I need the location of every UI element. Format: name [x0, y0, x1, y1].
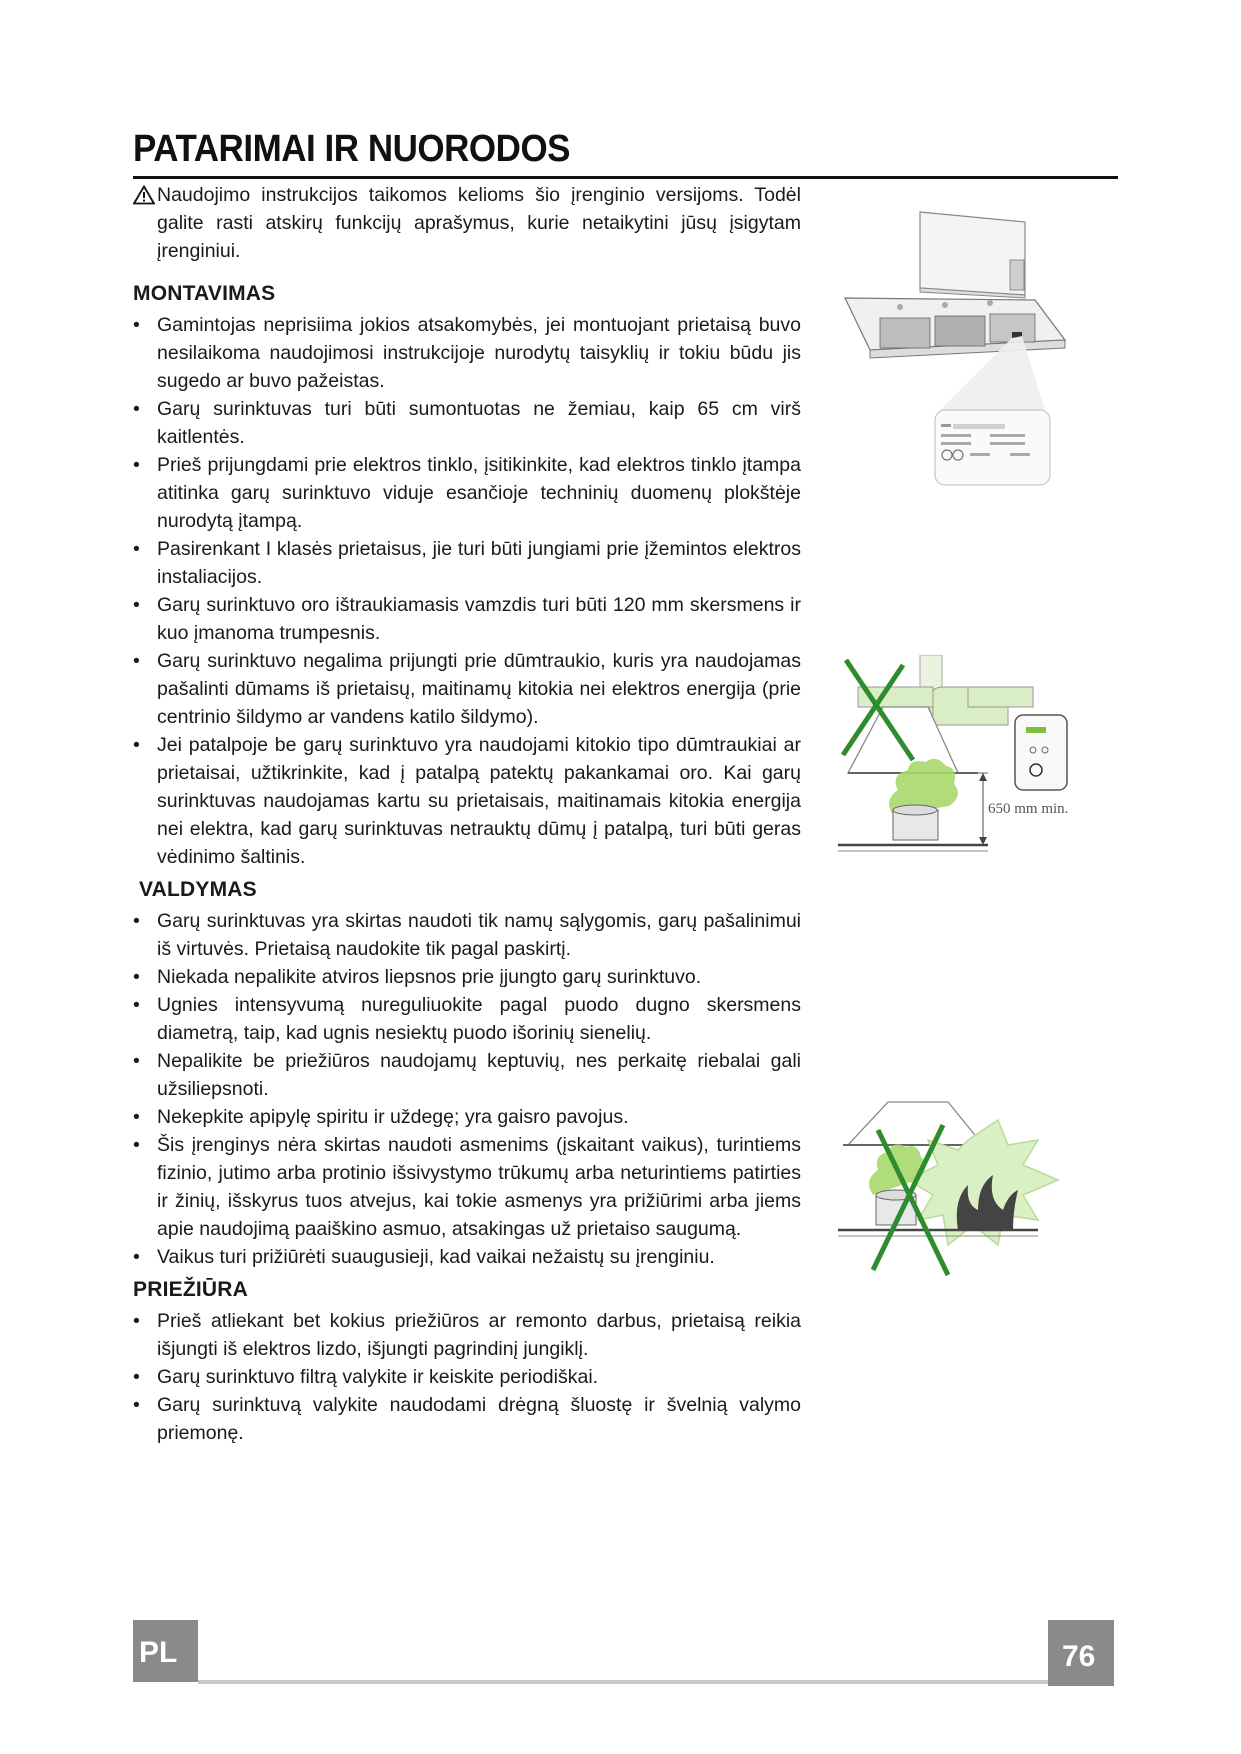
bullet: • — [133, 1106, 140, 1128]
intro-text: Naudojimo instrukcijos taikomos kelioms šio įrenginio versijoms. Todėl galite rasti atskirų funkcijų aprašymus, kurie netaikytini jūsų įsigytam įrenginiui. — [157, 184, 801, 262]
bullet: • — [133, 538, 140, 560]
list-item: • Garų surinktuvas turi būti sumontuotas ne žemiau, kaip 65 cm virš kaitlentės. — [133, 395, 801, 451]
language-badge — [133, 1620, 198, 1682]
bullet: • — [133, 994, 140, 1016]
list-item: • Garų surinktuvo oro ištraukiamasis vamzdis turi būti 120 mm skersmens ir kuo įmanoma trumpesnis. — [133, 591, 801, 647]
content-column — [133, 181, 801, 1447]
flame-warning-illustration — [838, 1100, 1068, 1290]
section-heading-valdymas: VALDYMAS — [139, 878, 257, 901]
list-item: • Gamintojas neprisiima jokios atsakomybės, jei montuojant prietaisą buvo nesilaikoma naudojimosi instrukcijoje nurodytų taisyklių ir tokiu būdu jis sugedo ar buvo pažeistas. — [133, 311, 801, 395]
list-item: • Nekepkite apipylę spiritu ir uždegę; yra gaisro pavojus. — [133, 1103, 801, 1131]
bullet: • — [133, 966, 140, 988]
list-valdymas — [133, 907, 801, 1271]
intro-note — [133, 181, 801, 265]
bullet: • — [133, 398, 140, 420]
bullet: • — [133, 1310, 140, 1332]
section-heading-prieziura: PRIEŽIŪRA — [133, 1278, 248, 1301]
list-item: • Šis įrenginys nėra skirtas naudoti asmenims (įskaitant vaikus), turintiems fizinio, jutimo arba protinio išsivystymo trūkumų arba neturintiems patirties ir žinių, išskyrus tuos atvejus, kai tokie asmenys yra prižiūrimi arba jiems apie naudojimą paaiškino asmuo, atsakingas už prietaiso saugumą. — [133, 1131, 801, 1243]
page-number-badge — [1048, 1620, 1114, 1686]
list-item: • Garų surinktuvą valykite naudodami drėgną šluostę ir švelnią valymo priemonę. — [133, 1391, 801, 1447]
hood-rating-plate-illustration — [840, 210, 1070, 490]
title-rule — [133, 176, 1118, 179]
page-title: PATARIMAI IR NUORODOS — [133, 128, 571, 170]
bullet: • — [133, 594, 140, 616]
list-prieziura — [133, 1307, 801, 1447]
bullet: • — [133, 1134, 140, 1156]
page-number: 76 — [1062, 1640, 1096, 1673]
footer-rule — [198, 1680, 1050, 1684]
list-item: • Garų surinktuvas yra skirtas naudoti tik namų sąlygomis, garų pašalinimui iš virtuvės. Prietaisą naudokite tik pagal paskirtį. — [133, 907, 801, 963]
bullet: • — [133, 1366, 140, 1388]
bullet: • — [133, 650, 140, 672]
bullet: • — [133, 910, 140, 932]
chimney-warning-illustration — [838, 655, 1068, 915]
language-label: PL — [139, 1636, 178, 1669]
list-item: • Nepalikite be priežiūros naudojamų keptuvių, nes perkaitę riebalai gali užsiliepsnoti. — [133, 1047, 801, 1103]
min-height-label: 650 mm min. — [988, 801, 1068, 817]
list-item: • Niekada nepalikite atviros liepsnos prie įjungto garų surinktuvo. — [133, 963, 801, 991]
warning-icon — [133, 185, 155, 205]
list-item: • Garų surinktuvo filtrą valykite ir keiskite periodiškai. — [133, 1363, 801, 1391]
list-item: • Prieš atliekant bet kokius priežiūros ar remonto darbus, prietaisą reikia išjungti iš elektros lizdo, išjungti pagrindinį jungiklį. — [133, 1307, 801, 1363]
bullet: • — [133, 734, 140, 756]
list-item: • Jei patalpoje be garų surinktuvo yra naudojami kitokio tipo dūmtraukiai ar prietaisai, užtikrinkite, kad į patalpą patektų pakankamai oro. Kai garų surinktuvas naudojamas kartu su prietaisais, maitinamais kitokia energija nei elektra, kad garų surinktuvas netrauktų dūmų į patalpą, turi būti geras vėdinimo šaltinis. — [133, 731, 801, 871]
list-item: • Vaikus turi prižiūrėti suaugusieji, kad vaikai nežaistų su įrenginiu. — [133, 1243, 801, 1271]
list-item: • Garų surinktuvo negalima prijungti prie dūmtraukio, kuris yra naudojamas pašalinti dūmams iš prietaisų, maitinamų kitokia nei elektros energija (prie centrinio šildymo ar vandens katilo šildymo). — [133, 647, 801, 731]
list-item: • Ugnies intensyvumą nureguliuokite pagal puodo dugno skersmens diametrą, taip, kad ugnis nesiektų puodo išorinių sienelių. — [133, 991, 801, 1047]
list-montavimas — [133, 311, 801, 871]
list-item: • Pasirenkant I klasės prietaisus, jie turi būti jungiami prie įžemintos elektros instaliacijos. — [133, 535, 801, 591]
bullet: • — [133, 454, 140, 476]
bullet: • — [133, 1050, 140, 1072]
bullet: • — [133, 1246, 140, 1268]
section-heading-montavimas: MONTAVIMAS — [133, 282, 276, 305]
bullet: • — [133, 314, 140, 336]
bullet: • — [133, 1394, 140, 1416]
list-item: • Prieš prijungdami prie elektros tinklo, įsitikinkite, kad elektros tinklo įtampa atitinka garų surinktuvo viduje esančioje techninių duomenų plokštėje nurodytą įtampą. — [133, 451, 801, 535]
